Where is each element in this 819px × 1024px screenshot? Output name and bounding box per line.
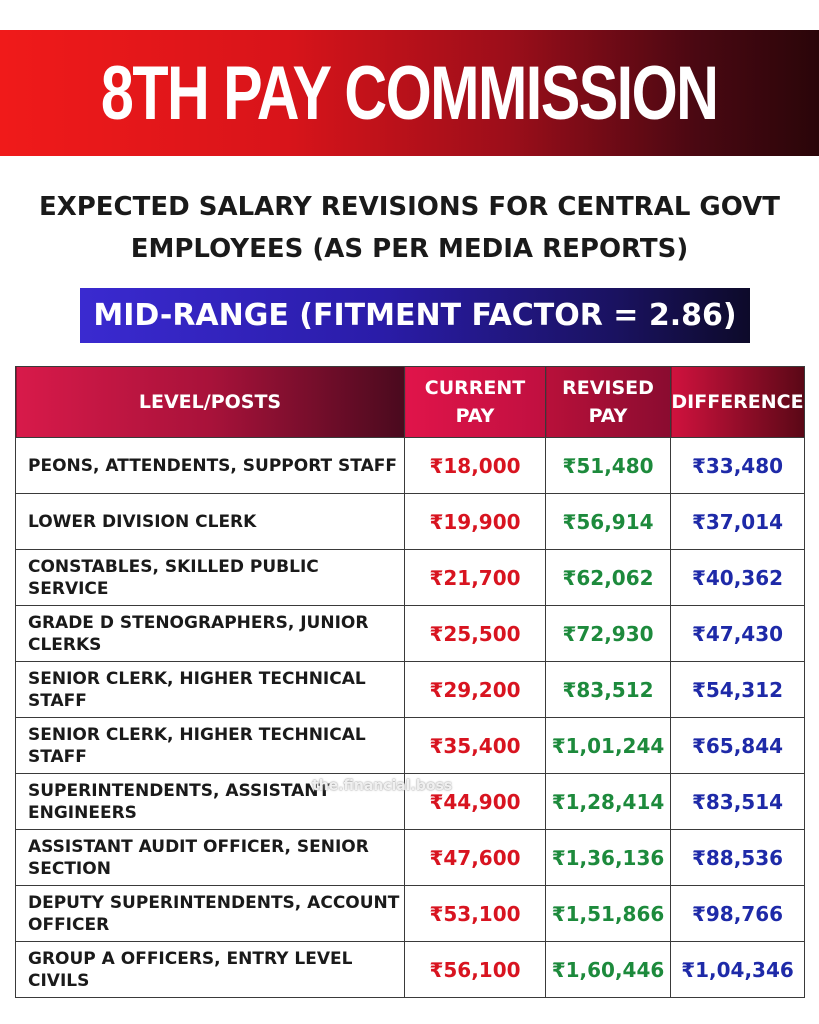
level-cell: SUPERINTENDENTS, ASSISTANT ENGINEERS (16, 774, 405, 830)
subtitle (30, 186, 789, 270)
level-cell: PEONS, ATTENDENTS, SUPPORT STAFF (16, 438, 405, 494)
difference-cell: ₹47,430 (671, 606, 805, 662)
current-pay-cell: ₹21,700 (405, 550, 546, 606)
revised-pay-cell: ₹51,480 (546, 438, 671, 494)
difference-cell: ₹88,536 (671, 830, 805, 886)
difference-cell: ₹33,480 (671, 438, 805, 494)
table-row (16, 550, 805, 606)
current-pay-cell: ₹18,000 (405, 438, 546, 494)
current-pay-cell: ₹47,600 (405, 830, 546, 886)
table-row (16, 438, 805, 494)
revised-pay-cell: ₹1,51,866 (546, 886, 671, 942)
current-pay-cell: ₹53,100 (405, 886, 546, 942)
level-cell: LOWER DIVISION CLERK (16, 494, 405, 550)
difference-cell: ₹65,844 (671, 718, 805, 774)
table-row (16, 886, 805, 942)
revised-pay-cell: ₹1,36,136 (546, 830, 671, 886)
header-current-pay: CURRENT PAY (405, 367, 546, 438)
level-cell: ASSISTANT AUDIT OFFICER, SENIOR SECTION (16, 830, 405, 886)
level-cell: DEPUTY SUPERINTENDENTS, ACCOUNT OFFICER (16, 886, 405, 942)
fitment-factor-badge (80, 288, 750, 343)
table-row (16, 606, 805, 662)
table-row (16, 774, 805, 830)
difference-cell: ₹37,014 (671, 494, 805, 550)
salary-table (15, 366, 805, 998)
difference-cell: ₹83,514 (671, 774, 805, 830)
revised-pay-cell: ₹56,914 (546, 494, 671, 550)
header-level: LEVEL/POSTS (16, 367, 405, 438)
table-header-row (16, 367, 805, 438)
table-row (16, 830, 805, 886)
difference-cell: ₹40,362 (671, 550, 805, 606)
revised-pay-cell: ₹1,60,446 (546, 942, 671, 998)
header-difference: DIFFERENCE (671, 367, 805, 438)
revised-pay-cell: ₹62,062 (546, 550, 671, 606)
level-cell: CONSTABLES, SKILLED PUBLIC SERVICE (16, 550, 405, 606)
current-pay-cell: ₹29,200 (405, 662, 546, 718)
table-row (16, 662, 805, 718)
table-row (16, 942, 805, 998)
current-pay-cell: ₹19,900 (405, 494, 546, 550)
table-row (16, 494, 805, 550)
level-cell: GROUP A OFFICERS, ENTRY LEVEL CIVILS (16, 942, 405, 998)
title-banner (0, 30, 819, 156)
page-title: 8TH PAY COMMISSION (101, 50, 718, 136)
table-row (16, 718, 805, 774)
difference-cell: ₹98,766 (671, 886, 805, 942)
fitment-factor-label: MID-RANGE (FITMENT FACTOR = 2.86) (93, 298, 737, 333)
difference-cell: ₹1,04,346 (671, 942, 805, 998)
level-cell: SENIOR CLERK, HIGHER TECHNICAL STAFF (16, 662, 405, 718)
revised-pay-cell: ₹1,28,414 (546, 774, 671, 830)
difference-cell: ₹54,312 (671, 662, 805, 718)
current-pay-cell: ₹35,400 (405, 718, 546, 774)
current-pay-cell: ₹44,900 (405, 774, 546, 830)
revised-pay-cell: ₹83,512 (546, 662, 671, 718)
subtitle-line-2: EMPLOYEES (AS PER MEDIA REPORTS) (130, 234, 689, 264)
level-cell: GRADE D STENOGRAPHERS, JUNIOR CLERKS (16, 606, 405, 662)
header-revised-pay: REVISED PAY (546, 367, 671, 438)
current-pay-cell: ₹25,500 (405, 606, 546, 662)
subtitle-line-1: EXPECTED SALARY REVISIONS FOR CENTRAL GOVT (38, 192, 781, 222)
revised-pay-cell: ₹72,930 (546, 606, 671, 662)
level-cell: SENIOR CLERK, HIGHER TECHNICAL STAFF (16, 718, 405, 774)
current-pay-cell: ₹56,100 (405, 942, 546, 998)
watermark: the.financial.boss (312, 778, 453, 794)
revised-pay-cell: ₹1,01,244 (546, 718, 671, 774)
